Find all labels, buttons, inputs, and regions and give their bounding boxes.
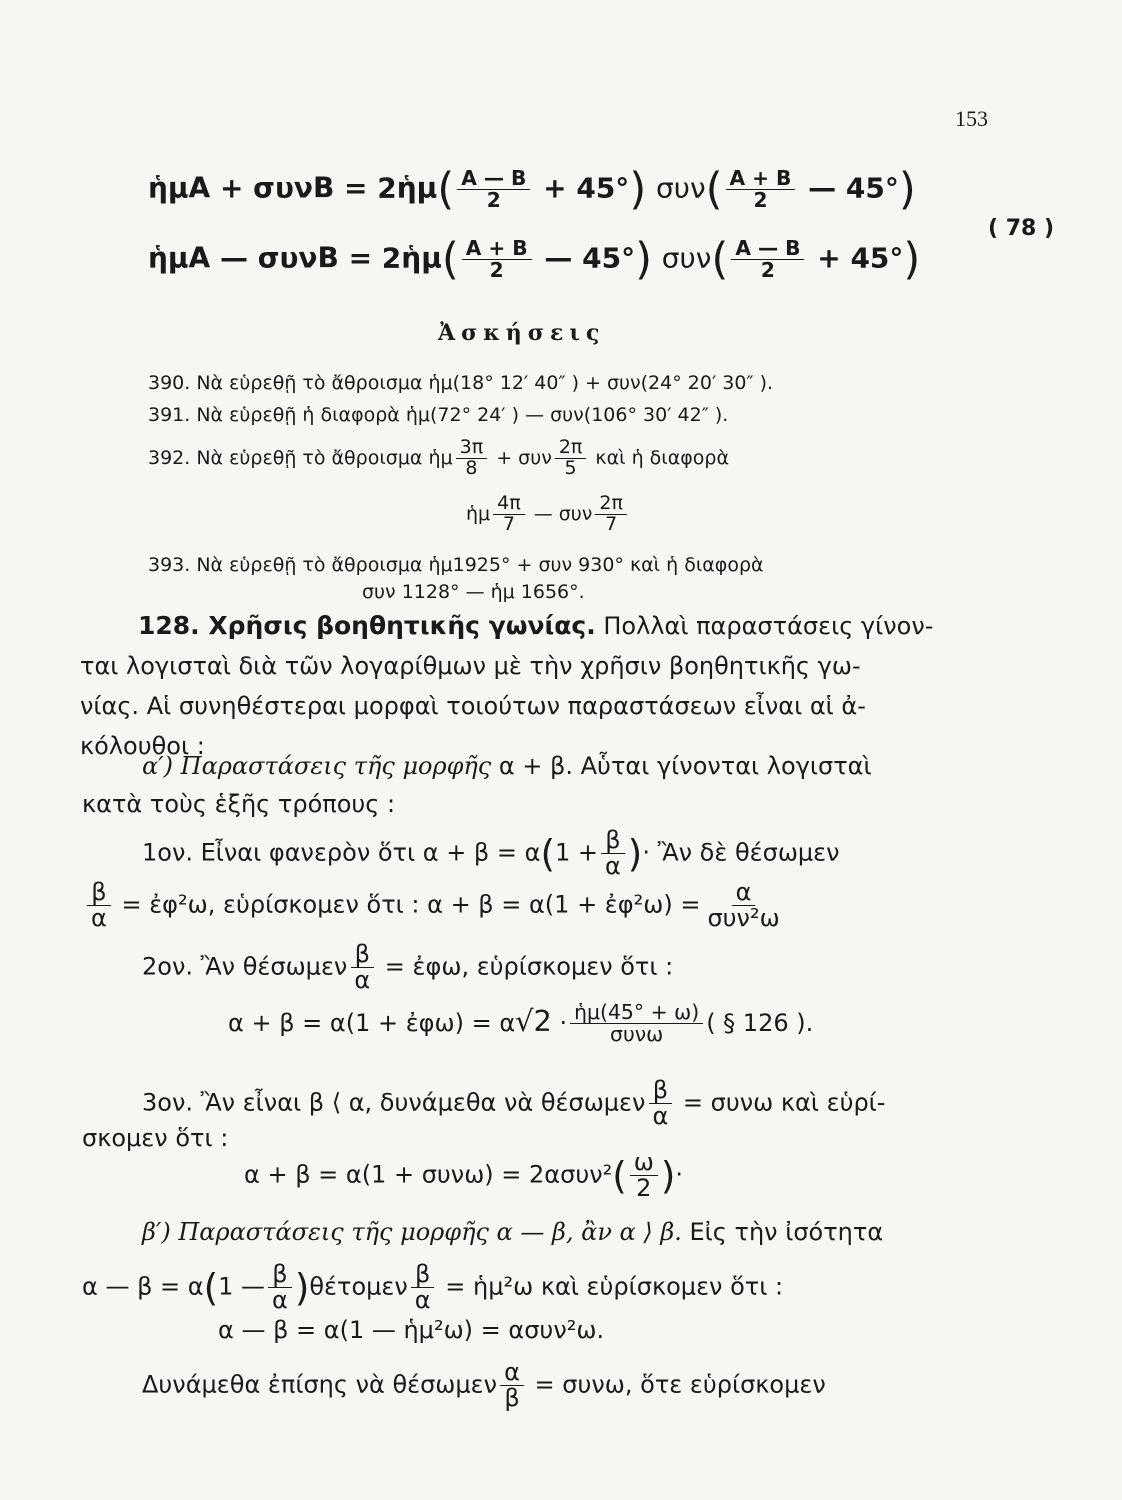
method-2-equation: α + β = α(1 + ἐφω) = α√2 · $\frac{\text{ἡμ(45° + ω)}}{\text{συνω}}$ ( § 126 ). [228, 1000, 814, 1047]
last-line: Δυνάμεθα ἐπίσης νὰ θέσωμεν $\frac{\alpha}{\beta}$ = συνω, ὅτε εὑρίσκομεν [142, 1358, 826, 1413]
section-title: 128. Χρῆσις βοηθητικῆς γωνίας. [138, 611, 596, 640]
fraction: $\frac{A — B}{2}$ [457, 168, 530, 211]
fraction: $\frac{A + B}{2}$ [726, 168, 796, 211]
page-number: 153 [955, 106, 988, 131]
exercise-393-line-1: 393. Νὰ εὑρεθῇ τὸ ἄθροισμα ἡμ1925° + συν 930° καὶ ἡ διαφορὰ [148, 554, 764, 576]
fraction: $\frac{\beta}{\alpha}$ [268, 1262, 292, 1313]
exercise-392-line-1: 392. Νὰ εὑρεθῇ τὸ ἄθροισμα ἡμ $\frac{3\pi}{8}$ + συν $\frac{2\pi}{5}$ καὶ ἡ διαφορὰ [148, 436, 729, 479]
fraction: $\frac{\text{ἡμ(45° + ω)}}{\text{συνω}}$ [570, 1002, 703, 1046]
part-a-line-2: κατὰ τοὺς ἑξῆς τρόπους : [82, 790, 396, 818]
method-3-line-2: σκομεν ὅτι : [82, 1124, 229, 1152]
method-3-line-1: 3ον. Ἂν εἶναι β ⟨ α, δυνάμεθα νὰ θέσωμεν $\frac{\beta}{\alpha}$ = συνω καὶ εὑρί- [142, 1076, 886, 1131]
formula-78-line-1: ἡμΑ + συνΒ = 2ἡμ( $\frac{A — B}{2}$ + 45°) συν( $\frac{A + B}{2}$ — 45°) [148, 164, 916, 215]
square-root: √2 [515, 1003, 552, 1038]
fraction: $\frac{\omega}{2}$ [630, 1150, 658, 1201]
fraction: $\frac{2\pi}{7}$ [595, 494, 627, 535]
fraction: $\frac{\beta}{\alpha}$ [87, 880, 111, 931]
exercises-title: Ἀσκήσεις [438, 320, 606, 346]
fraction: $\frac{A — B}{2}$ [731, 238, 804, 281]
section-128-intro: 128. Χρῆσις βοηθητικῆς γωνίας. Πολλαὶ παραστάσεις γίνον- ται λογισταὶ διὰ τῶν λογαρίθμων μὲ τὴν χρῆσιν βοηθητικῆς γω- νίας. Αἱ συνηθέστεραι μορφαὶ τοιούτων παραστάσεων εἶναι αἱ ἀ- κόλουθοι : [80, 611, 934, 760]
method-1-line-2: $\frac{\beta}{\alpha}$ = ἐφ²ω, εὑρίσκομεν ὅτι : α + β = α(1 + ἐφ²ω) = $\frac{\alpha}{\text{συν²ω}}$ [84, 880, 787, 931]
equation-number: ( 78 ) [988, 216, 1055, 241]
method-1-line-1: 1ον. Εἶναι φανερὸν ὅτι α + β = α(1 + $\frac{\beta}{\alpha}$ )· Ἂν δὲ θέσωμεν [142, 826, 840, 881]
fraction: $\frac{\beta}{\alpha}$ [350, 942, 374, 993]
fraction: $\frac{3\pi}{8}$ [456, 438, 488, 479]
exercise-390: 390. Νὰ εὑρεθῇ τὸ ἄθροισμα ἡμ(18° 12′ 40″ ) + συν(24° 20′ 30″ ). [148, 372, 774, 394]
fraction: $\frac{\beta}{\alpha}$ [411, 1262, 435, 1313]
method-2-line-1: 2ον. Ἂν θέσωμεν $\frac{\beta}{\alpha}$ = ἐφω, εὑρίσκομεν ὅτι : [142, 940, 674, 995]
formula-78-line-2: ἡμΑ — συνΒ = 2ἡμ( $\frac{A + B}{2}$ — 45°) συν( $\frac{A — B}{2}$ + 45°) [148, 234, 921, 285]
exercise-391: 391. Νὰ εὑρεθῇ ἡ διαφορὰ ἡμ(72° 24′ ) — συν(106° 30′ 42″ ). [148, 404, 729, 426]
fraction: $\frac{4\pi}{7}$ [493, 494, 525, 535]
fraction: $\frac{\beta}{\alpha}$ [601, 828, 625, 879]
part-b-line-2: α — β = α(1 — $\frac{\beta}{\alpha}$ )θέτομεν $\frac{\beta}{\alpha}$ = ἡμ²ω καὶ εὑρίσκομεν ὅτι : [82, 1260, 784, 1315]
method-3-equation: α + β = α(1 + συνω) = 2ασυν²( $\frac{\omega}{2}$ )· [244, 1148, 684, 1203]
part-b-equation: α — β = α(1 — ἡμ²ω) = ασυν²ω. [218, 1316, 605, 1344]
part-b-heading: β′) Παραστάσεις τῆς μορφῆς α — β, ἂν α ⟩ β. Εἰς τὴν ἰσότητα [142, 1218, 884, 1246]
fraction: $\frac{2\pi}{5}$ [555, 438, 587, 479]
fraction: $\frac{A + B}{2}$ [462, 238, 532, 281]
part-a-heading: α′) Παραστάσεις τῆς μορφῆς α + β. Αὗται γίνονται λογισταὶ [142, 752, 872, 780]
fraction: $\frac{\beta}{\alpha}$ [648, 1078, 672, 1129]
exercise-393-line-2: συν 1128° — ἡμ 1656°. [362, 581, 585, 603]
fraction: $\frac{\alpha}{\text{συν²ω}}$ [707, 878, 780, 933]
fraction: $\frac{\alpha}{\beta}$ [500, 1360, 524, 1411]
exercise-392-line-2: ἡμ $\frac{4\pi}{7}$ — συν $\frac{2\pi}{7}$ [466, 494, 630, 535]
